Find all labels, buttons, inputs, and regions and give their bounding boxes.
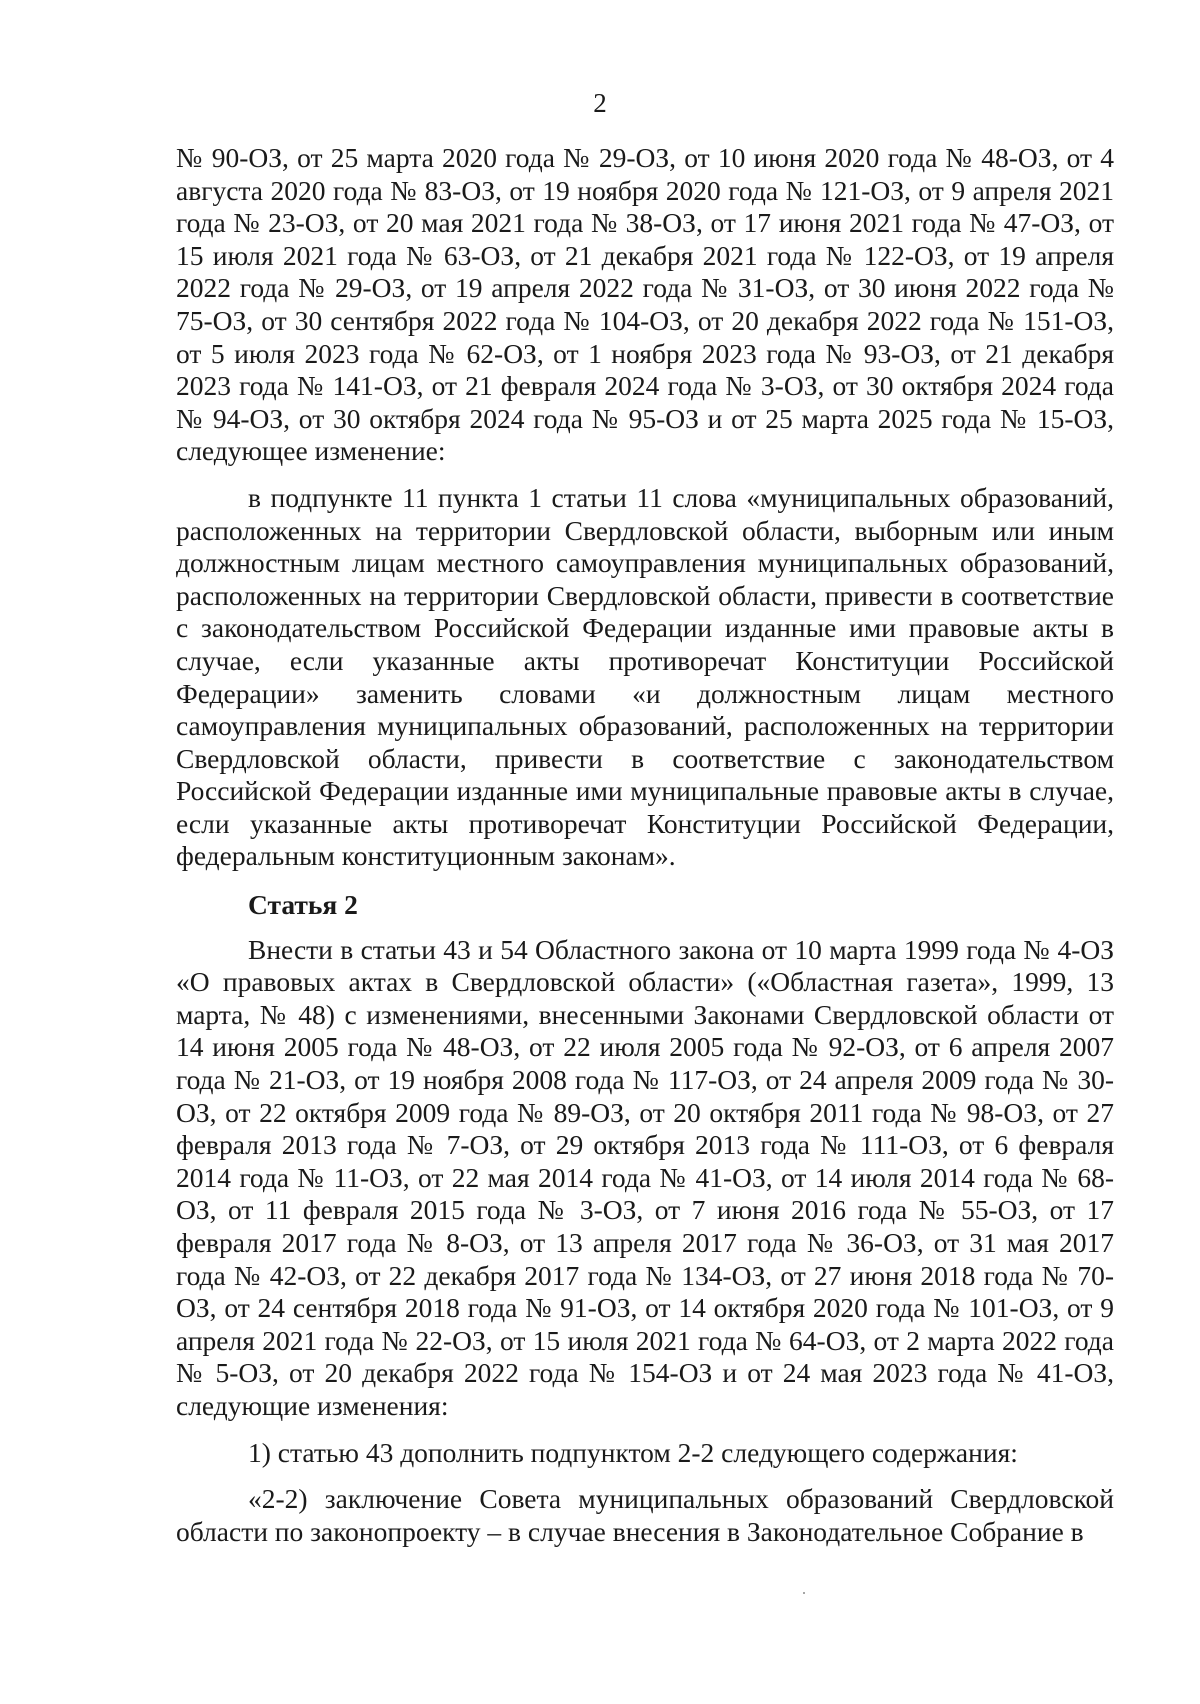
paragraph-subitem-2-2: «2-2) заключение Совета муниципальных образований Свердловской области по законопроекту – в случае внесения в Законодательное Собрание в (176, 1483, 1114, 1547)
scan-artifact (803, 1592, 805, 1594)
document-body (176, 142, 1114, 1548)
paragraph-article-2-intro: Внести в статьи 43 и 54 Областного закона от 10 марта 1999 года № 4-ОЗ «О правовых актах в Свердловской области» («Областная газета», 1999, 13 марта, № 48) с изменениями, внесенными Законами Свердловской области от 14 июня 2005 года № 48-ОЗ, от 22 июля 2005 года № 92-ОЗ, от 6 апреля 2007 года № 21-ОЗ, от 19 ноября 2008 года № 117-ОЗ, от 24 апреля 2009 года № 30-ОЗ, от 22 октября 2009 года № 89-ОЗ, от 20 октября 2011 года № 98-ОЗ, от 27 февраля 2013 года № 7-ОЗ, от 29 октября 2013 года № 111-ОЗ, от 6 февраля 2014 года № 11-ОЗ, от 22 мая 2014 года № 41-ОЗ, от 14 июля 2014 года № 68-ОЗ, от 11 февраля 2015 года № 3-ОЗ, от 7 июня 2016 года № 55-ОЗ, от 17 февраля 2017 года № 8-ОЗ, от 13 апреля 2017 года № 36-ОЗ, от 31 мая 2017 года № 42-ОЗ, от 22 декабря 2017 года № 134-ОЗ, от 27 июня 2018 года № 70-ОЗ, от 24 сентября 2018 года № 91-ОЗ, от 14 октября 2020 года № 101-ОЗ, от 9 апреля 2021 года № 22-ОЗ, от 15 июля 2021 года № 64-ОЗ, от 2 марта 2022 года № 5-ОЗ, от 20 декабря 2022 года № 154-ОЗ и от 24 мая 2023 года № 41-ОЗ, следующие изменения: (176, 933, 1114, 1421)
paragraph-item-1: 1) статью 43 дополнить подпунктом 2-2 следующего содержания: (248, 1436, 1018, 1468)
paragraph-subpoint-11-change: в подпункте 11 пункта 1 статьи 11 слова «муниципальных образований, расположенных на территории Свердловской области, выборным или иным должностным лицам местного самоуправления муниципальных образований, расположенных на территории Свердловской области, привести в соответствие с законодательством Российской Федерации изданные ими правовые акты в случае, если указанные акты противоречат Конституции Российской Федерации» заменить словами «и должностным лицам местного самоуправления муниципальных образований, расположенных на территории Свердловской области, привести в соответствие с законодательством Российской Федерации изданные ими муниципальные правовые акты в случае, если указанные акты противоречат Конституции Российской Федерации, федеральным конституционным законам». (176, 481, 1114, 872)
article-heading: Статья 2 (248, 889, 358, 921)
paragraph-amendments-list: № 90-ОЗ, от 25 марта 2020 года № 29-ОЗ, от 10 июня 2020 года № 48-ОЗ, от 4 августа 2020 года № 83-ОЗ, от 19 ноября 2020 года № 121-ОЗ, от 9 апреля 2021 года № 23-ОЗ, от 20 мая 2021 года № 38-ОЗ, от 17 июня 2021 года № 47-ОЗ, от 15 июля 2021 года № 63-ОЗ, от 21 декабря 2021 года № 122-ОЗ, от 19 апреля 2022 года № 29-ОЗ, от 19 апреля 2022 года № 31-ОЗ, от 30 июня 2022 года № 75-ОЗ, от 30 сентября 2022 года № 104-ОЗ, от 20 декабря 2022 года № 151-ОЗ, от 5 июля 2023 года № 62-ОЗ, от 1 ноября 2023 года № 93-ОЗ, от 21 декабря 2023 года № 141-ОЗ, от 21 февраля 2024 года № 3-ОЗ, от 30 октября 2024 года № 94-ОЗ, от 30 октября 2024 года № 95-ОЗ и от 25 марта 2025 года № 15-ОЗ, следующее изменение: (176, 142, 1114, 467)
page-number: 2 (593, 88, 607, 118)
